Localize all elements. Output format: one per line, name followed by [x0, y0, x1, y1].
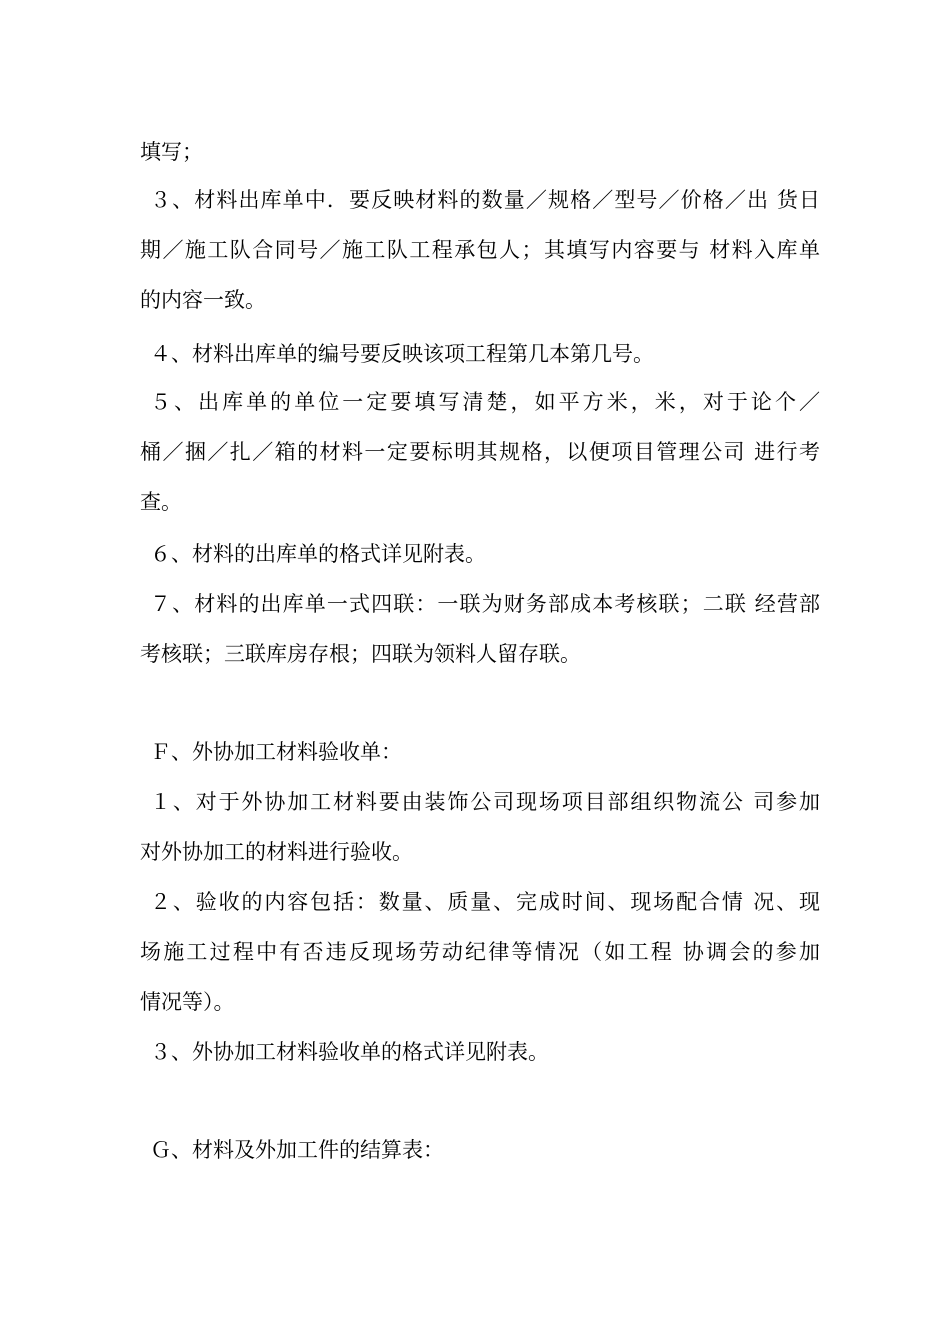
text-line-17: 情况等）。 — [140, 990, 235, 1014]
text-line-2: ３、材料出库单中．要反映材料的数量／规格／型号／价格／出 货日 — [150, 188, 820, 212]
text-line-10: ７、材料的出库单一式四联：一联为财务部成本考核联；二联 经营部 — [150, 592, 820, 616]
text-line-5: ４、材料出库单的编号要反映该项工程第几本第几号。 — [150, 342, 654, 366]
text-line-15: ２、验收的内容包括：数量、质量、完成时间、现场配合情 况、现 — [150, 890, 820, 914]
text-line-16: 场施工过程中有否违反现场劳动纪律等情况（如工程 协调会的参加 — [140, 940, 820, 964]
text-line-7: 桶／捆／扎／箱的材料一定要标明其规格，以便项目管理公司 进行考 — [140, 440, 820, 464]
text-line-3: 期／施工队合同号／施工队工程承包人；其填写内容要与 材料入库单 — [140, 238, 820, 262]
text-line-11: 考核联；三联库房存根；四联为领料人留存联。 — [140, 642, 581, 666]
text-line-14: 对外协加工的材料进行验收。 — [140, 840, 413, 864]
section-heading-f: Ｆ、外协加工材料验收单： — [150, 740, 402, 764]
text-line-6: ５、出库单的单位一定要填写清楚，如平方米，米，对于论个／ — [150, 390, 820, 414]
text-line-13: １、对于外协加工材料要由装饰公司现场项目部组织物流公 司参加 — [150, 790, 820, 814]
text-line-9: ６、材料的出库单的格式详见附表。 — [150, 542, 486, 566]
section-heading-g: Ｇ、材料及外加工件的结算表： — [150, 1138, 444, 1162]
text-line-4: 的内容一致。 — [140, 288, 266, 312]
text-line-8: 查。 — [140, 490, 182, 514]
text-line-1: 填写； — [140, 140, 203, 164]
text-line-18: ３、外协加工材料验收单的格式详见附表。 — [150, 1040, 549, 1064]
